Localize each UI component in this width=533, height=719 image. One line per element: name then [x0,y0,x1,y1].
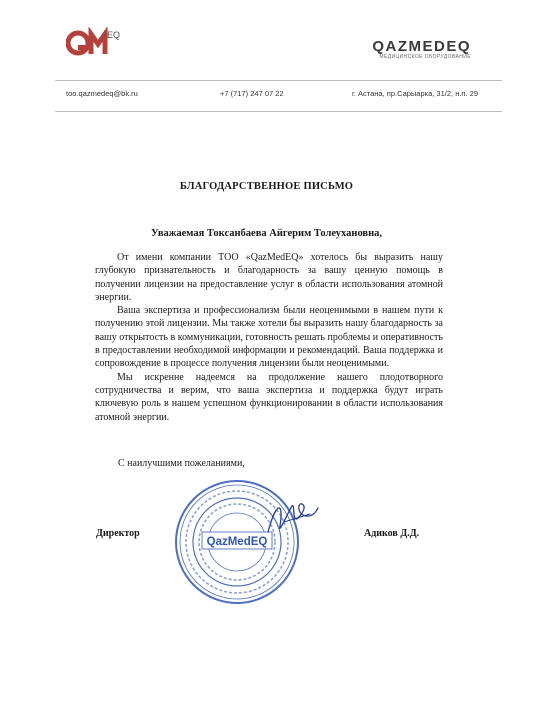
signatory-name: Адиков Д.Д. [364,528,420,539]
header-divider-bottom [55,111,502,112]
logo-mark-text: EQ [107,30,121,40]
body-paragraph: Мы искренне надеемся на продолжение нашего плодотворного сотрудничества и верим, что ваша экспертиза и поддержка будут играть ключевую роль в нашем успешном функционировании в области использования атомной энергии. [95,371,443,423]
letter-salutation: Уважаемая Токсанбаева Айгерим Толеухановна, [150,228,383,239]
contact-address: г. Астана, пр.Сарыарка, 31/2, н.п. 29 [352,89,478,98]
letter-title: БЛАГОДАРСТВЕННОЕ ПИСЬМО [179,181,354,192]
contact-email: too.qazmedeq@bk.ru [66,89,138,98]
letter-closing: С наилучшими пожеланиями, [118,458,245,469]
brand-subtitle: МЕДИЦИНСКОЕ ОБОРУДОВАНИЕ [379,54,471,60]
handwritten-signature-icon [262,492,322,542]
header-divider-top [55,80,502,81]
contact-phone: +7 (717) 247 07 22 [220,89,284,98]
brand-name: QAZMEDEQ [372,38,471,55]
letter-body [95,251,443,424]
signatory-position: Директор [96,528,140,539]
body-paragraph: От имени компании ТОО «QazMedEQ» хотелось бы выразить нашу глубокую признательность и благодарность за вашу ценную помощь в получении лицензии на предоставление услуг в области использования атомной энергии. [95,252,443,303]
qazmedeq-logo-icon [66,27,122,59]
stamp-center-text: QazMedEQ [206,536,268,548]
body-paragraph: Ваша экспертиза и профессионализм были неоценимыми в нашем пути к получению этой лицензии. Мы также хотели бы выразить нашу благодарность за вашу открытость в коммуникации, готовность решать проблемы и оперативность в предоставлении необходимой информации и рекомендаций. Ваша поддержка и сопровождение в процессе получения лицензии были неоценимыми. [95,305,443,370]
brand-block [372,38,471,60]
